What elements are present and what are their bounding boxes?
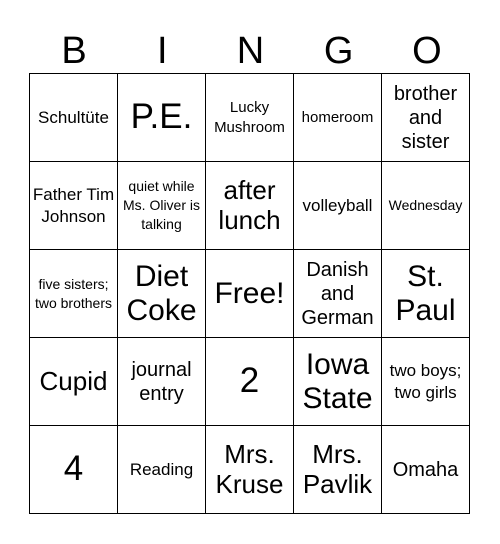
header-letter-n: N xyxy=(236,30,265,72)
bingo-cell-r2-c5[interactable] xyxy=(382,162,470,250)
bingo-cell-r2-c3[interactable] xyxy=(206,162,294,250)
bingo-cell-label: Schultüte xyxy=(38,107,109,127)
bingo-cell-r3-c5[interactable] xyxy=(382,250,470,338)
bingo-cell-r3-c4[interactable] xyxy=(294,250,382,338)
bingo-cell-r5-c5[interactable] xyxy=(382,426,470,514)
bingo-cell-label: Reading xyxy=(129,459,194,479)
bingo-cell-r5-c4[interactable] xyxy=(294,426,382,514)
bingo-cell-label: journal entry xyxy=(131,358,192,405)
bingo-cell-label: Mrs. Kruse xyxy=(215,439,284,499)
bingo-cell-r4-c2[interactable] xyxy=(118,338,206,426)
bingo-cell-r3-c3[interactable] xyxy=(206,250,294,338)
bingo-cell-r1-c3[interactable] xyxy=(206,74,294,162)
bingo-cell-label: Lucky Mushroom xyxy=(214,99,285,136)
bingo-cell-label: Mrs. Pavlik xyxy=(302,439,373,499)
bingo-cell-label: brother and sister xyxy=(393,82,458,153)
bingo-cell-label: Wednesday xyxy=(388,197,463,214)
bingo-cell-r4-c5[interactable] xyxy=(382,338,470,426)
bingo-cell-label: Danish and German xyxy=(301,258,374,329)
bingo-cell-label: P.E. xyxy=(130,97,193,137)
bingo-cell-label: homeroom xyxy=(301,108,374,126)
bingo-cell-label: 4 xyxy=(63,449,84,489)
header-letter-b: B xyxy=(61,30,87,72)
bingo-cell-r5-c3[interactable] xyxy=(206,426,294,514)
bingo-cell-label: two boys; two girls xyxy=(389,361,462,402)
bingo-cell-label: Father Tim Johnson xyxy=(32,185,115,226)
bingo-cell-r3-c2[interactable] xyxy=(118,250,206,338)
bingo-cell-r2-c2[interactable] xyxy=(118,162,206,250)
header-letter-g: G xyxy=(323,30,354,72)
bingo-cell-r1-c2[interactable] xyxy=(118,74,206,162)
bingo-cell-r5-c2[interactable] xyxy=(118,426,206,514)
bingo-cell-label: Diet Coke xyxy=(126,259,197,327)
bingo-cell-label: after lunch xyxy=(218,175,281,235)
bingo-cell-r4-c1[interactable] xyxy=(30,338,118,426)
bingo-cell-r3-c1[interactable] xyxy=(30,250,118,338)
header-letter-i: I xyxy=(157,30,168,72)
bingo-cell-r4-c4[interactable] xyxy=(294,338,382,426)
bingo-cell-label: Cupid xyxy=(39,365,108,396)
bingo-cell-label: St. Paul xyxy=(395,259,456,327)
bingo-cell-label: Iowa State xyxy=(302,347,373,415)
bingo-cell-label: Omaha xyxy=(392,458,459,481)
bingo-cell-label: five sisters; two brothers xyxy=(34,275,113,311)
bingo-cell-r1-c4[interactable] xyxy=(294,74,382,162)
bingo-cell-r1-c1[interactable] xyxy=(30,74,118,162)
bingo-cell-r2-c4[interactable] xyxy=(294,162,382,250)
bingo-cell-label: quiet while Ms. Oliver is talking xyxy=(123,178,200,232)
bingo-cell-r4-c3[interactable] xyxy=(206,338,294,426)
bingo-cell-label: Free! xyxy=(214,276,285,310)
bingo-cell-label: 2 xyxy=(239,361,260,401)
header-letter-o: O xyxy=(412,30,442,72)
bingo-cell-label: volleyball xyxy=(302,195,373,215)
bingo-cell-r1-c5[interactable] xyxy=(382,74,470,162)
bingo-cell-r2-c1[interactable] xyxy=(30,162,118,250)
bingo-cell-r5-c1[interactable] xyxy=(30,426,118,514)
bingo-header xyxy=(30,28,471,74)
bingo-card-grid xyxy=(29,73,470,514)
